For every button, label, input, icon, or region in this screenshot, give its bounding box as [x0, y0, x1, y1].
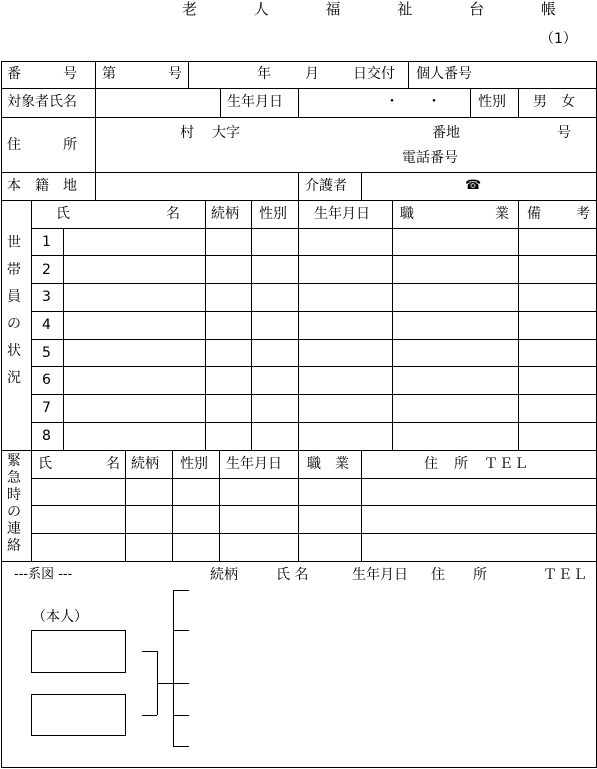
issue-day: 日交付: [353, 66, 395, 82]
household-header-remarks-right: 考: [576, 206, 590, 222]
address-go: 号: [557, 125, 571, 141]
emergency-header-relation: 続柄: [131, 456, 159, 472]
dob-separators: ・ ・: [385, 94, 441, 110]
household-header-name-left: 氏: [56, 206, 70, 222]
household-header-remarks-left: 備: [527, 206, 541, 222]
phone-number-label: 電話番号: [402, 150, 458, 166]
emergency-header-job: 職 業: [307, 456, 349, 472]
family-tree-header-relation: 続柄: [210, 567, 238, 583]
spouse-box: [31, 694, 126, 736]
household-header-job-right: 業: [495, 206, 509, 222]
issue-month: 月: [305, 66, 319, 82]
domicile-label: 本 籍 地: [7, 178, 77, 194]
household-side-label: 世 帯 員 の 状 況: [7, 235, 21, 386]
family-tree-header-dob: 生年月日: [352, 567, 408, 583]
emergency-header-name-left: 氏: [38, 456, 52, 472]
household-row-number: 2: [42, 262, 51, 278]
household-header-job-left: 職: [400, 206, 414, 222]
emergency-header-sex: 性別: [180, 456, 208, 472]
family-tree-title: ---系図 ---: [14, 567, 73, 582]
sex-label: 性別: [478, 94, 506, 110]
household-row-number: 3: [42, 289, 51, 305]
address-village: 村: [180, 125, 194, 141]
family-tree-header-name: 氏 名: [276, 567, 309, 583]
personal-number-label: 個人番号: [416, 66, 472, 82]
page-title: 老 人 福 祉 台 帳: [182, 0, 582, 18]
household-row-number: 8: [42, 428, 51, 444]
family-tree-header-tel: ＴＥＬ: [543, 567, 588, 583]
address-banchi: 番地: [432, 125, 460, 141]
number-dai: 第: [102, 66, 116, 82]
telephone-icon: ☎: [465, 178, 482, 193]
address-label: 住 所: [7, 137, 77, 153]
household-row-number: 6: [42, 372, 51, 388]
self-label: （本人）: [32, 609, 88, 625]
page-number: （1）: [540, 31, 577, 47]
household-row-number: 4: [42, 317, 51, 333]
household-row-number: 5: [42, 345, 51, 361]
emergency-header-address-tel: 住 所 ＴＥＬ: [424, 456, 529, 472]
household-header-dob: 生年月日: [314, 206, 370, 222]
number-label: 番 号: [7, 66, 77, 82]
household-header-sex: 性別: [259, 206, 287, 222]
number-go: 号: [168, 66, 182, 82]
address-ooaza: 大字: [212, 125, 240, 141]
caregiver-label: 介護者: [305, 178, 347, 194]
dob-label: 生年月日: [227, 94, 283, 110]
emergency-header-dob: 生年月日: [226, 456, 282, 472]
household-row-number: 1: [42, 234, 51, 250]
family-tree-header-address: 住 所: [431, 567, 487, 583]
household-header-name-right: 名: [166, 206, 180, 222]
subject-name-label: 対象者氏名: [7, 94, 77, 110]
household-row-number: 7: [42, 400, 51, 416]
issue-year: 年: [257, 66, 271, 82]
emergency-header-name-right: 名: [106, 456, 120, 472]
household-header-relation: 続柄: [211, 206, 239, 222]
emergency-side-label: 緊 急 時 の 連 絡: [7, 453, 21, 554]
sex-options: 男 女: [533, 94, 575, 110]
self-box: [31, 630, 126, 673]
